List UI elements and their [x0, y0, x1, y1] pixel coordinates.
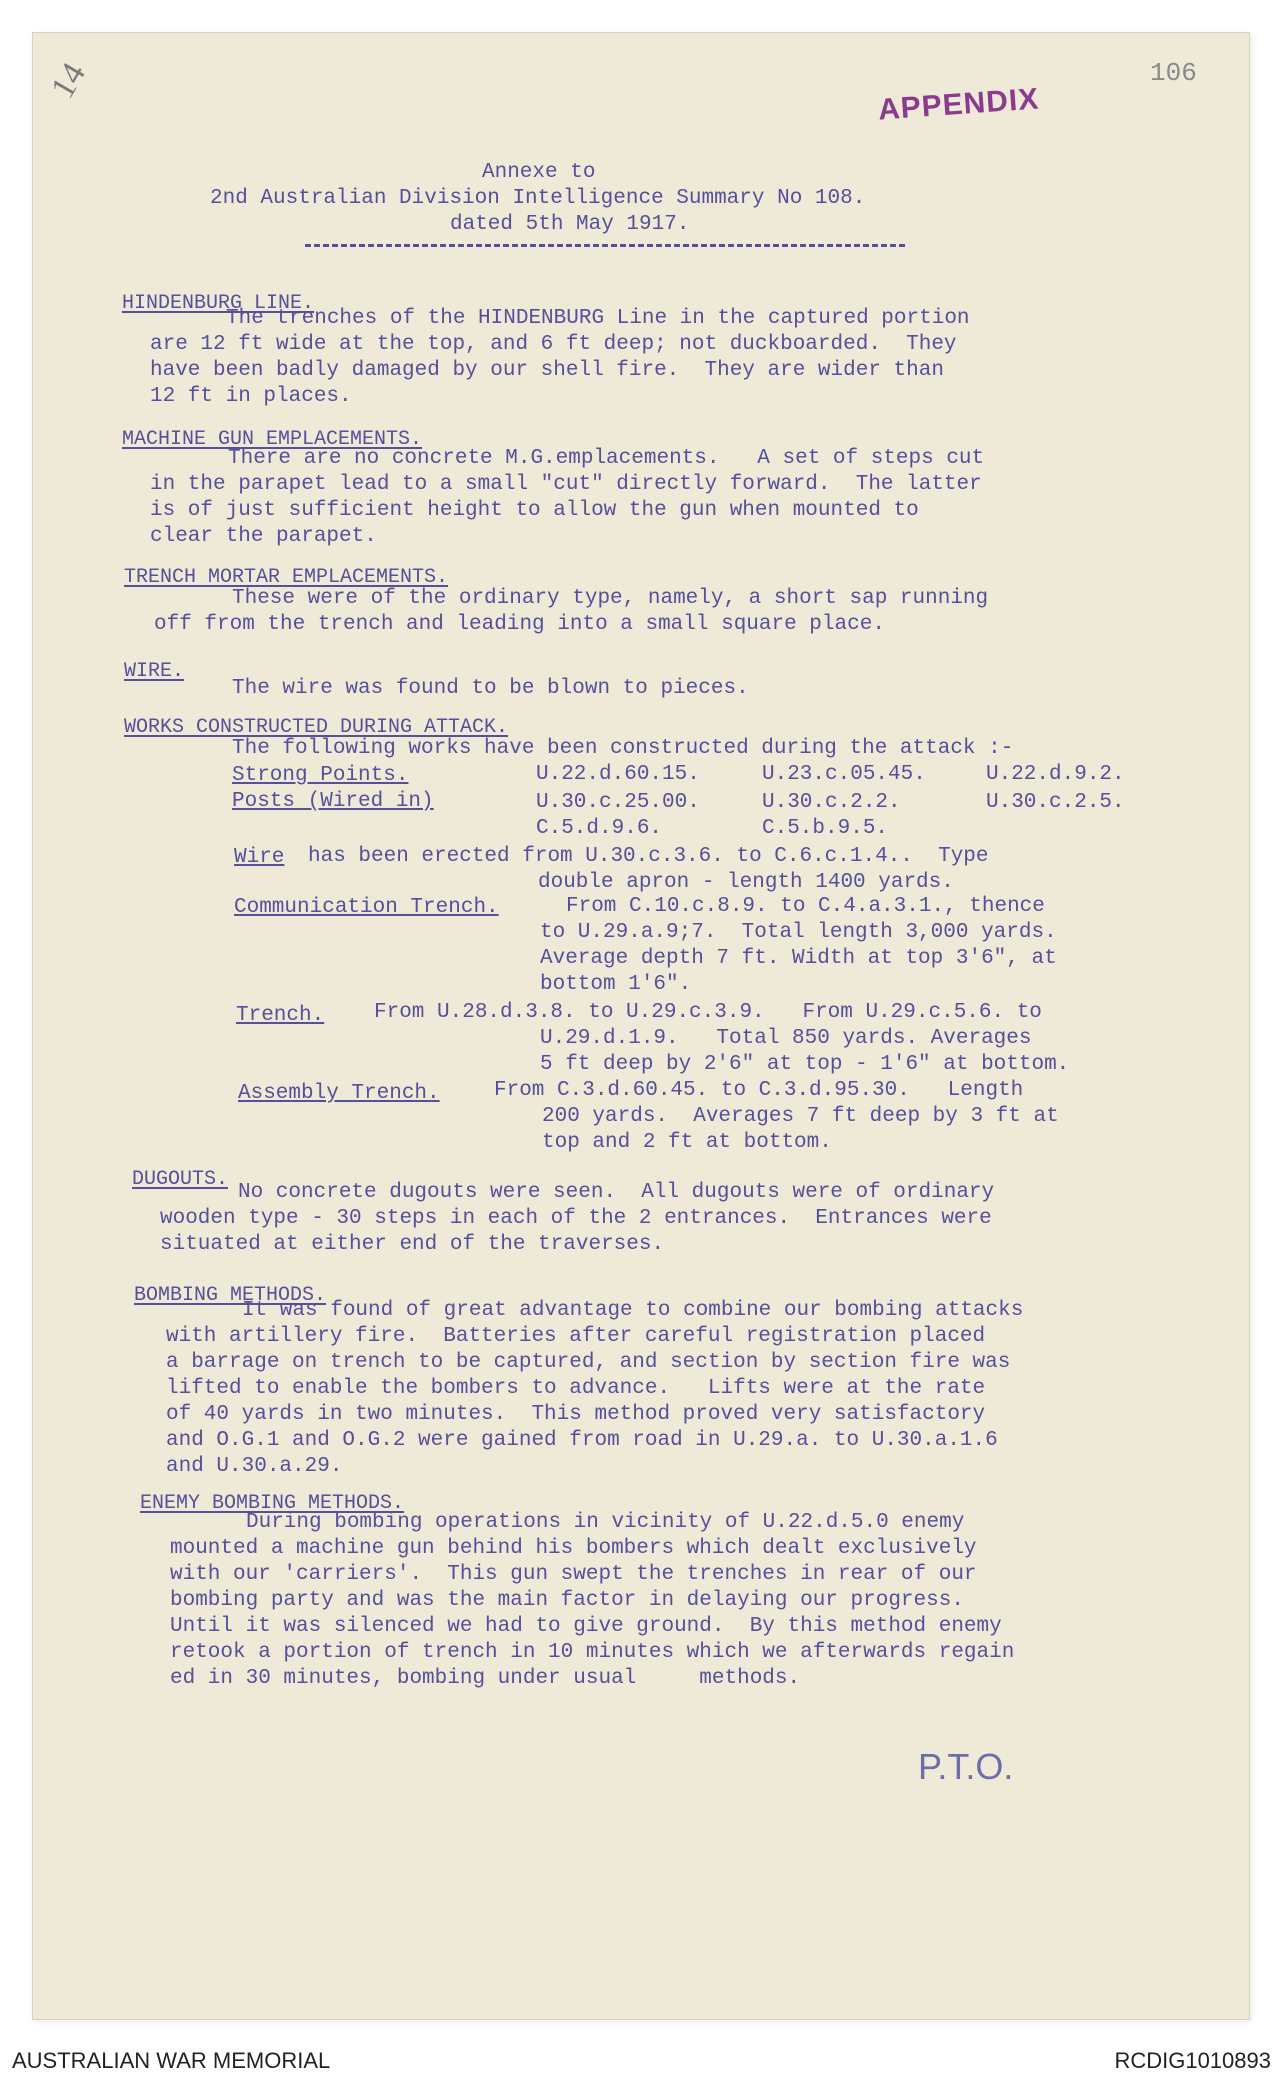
wire-text-2: double apron - length 1400 yards.: [538, 871, 954, 894]
heading-trench-mortar-emplacements: TRENCH MORTAR EMPLACEMENTS.: [124, 566, 449, 589]
post-ref-3: U.30.c.2.5.: [986, 791, 1125, 814]
enemy-line-5: Until it was silenced we had to give ground. By this method enemy: [170, 1615, 1002, 1638]
trench-text-1: From U.28.d.3.8. to U.29.c.3.9. From U.29.c.5.6. to: [374, 1001, 1042, 1024]
bombing-line-6: and O.G.1 and O.G.2 were gained from road in U.29.a. to U.30.a.1.6: [166, 1429, 998, 1452]
header-annexe: Annexe to: [482, 161, 596, 184]
mg-line-3: is of just sufficient height to allow the gun when mounted to: [150, 499, 919, 522]
works-intro: The following works have been constructed during the attack :-: [232, 737, 1014, 760]
heading-enemy-bombing-methods: ENEMY BOMBING METHODS.: [140, 1492, 405, 1515]
bombing-line-7: and U.30.a.29.: [166, 1455, 343, 1478]
post-ref-4: C.5.d.9.6.: [536, 817, 663, 840]
comm-text-4: bottom 1'6".: [540, 973, 692, 996]
assembly-text-3: top and 2 ft at bottom.: [542, 1131, 832, 1154]
wire-line-1: The wire was found to be blown to pieces.: [232, 677, 749, 700]
bombing-line-1: It was found of great advantage to combine our bombing attacks: [242, 1299, 1024, 1322]
comm-text-3: Average depth 7 ft. Width at top 3'6", at: [540, 947, 1057, 970]
heading-hindenburg-line: HINDENBURG LINE.: [122, 292, 315, 315]
hindenburg-line-3: have been badly damaged by our shell fire. They are wider than: [150, 359, 944, 382]
strong-point-ref-3: U.22.d.9.2.: [986, 763, 1125, 786]
dugouts-line-3: situated at either end of the traverses.: [160, 1233, 665, 1256]
trench-label: Trench.: [236, 1004, 325, 1027]
strong-point-ref-2: U.23.c.05.45.: [762, 763, 926, 786]
enemy-line-3: with our 'carriers'. This gun swept the trenches in rear of our: [170, 1563, 977, 1586]
appendix-stamp: APPENDIX: [877, 82, 1041, 127]
mg-line-2: in the parapet lead to a small "cut" directly forward. The latter: [150, 473, 982, 496]
enemy-line-7: ed in 30 minutes, bombing under usual methods.: [170, 1667, 801, 1690]
mg-line-4: clear the parapet.: [150, 525, 377, 548]
hindenburg-line-4: 12 ft in places.: [150, 385, 352, 408]
heading-dugouts: DUGOUTS.: [132, 1168, 229, 1191]
header-title: 2nd Australian Division Intelligence Summary No 108.: [210, 187, 866, 210]
trench-text-2: U.29.d.1.9. Total 850 yards. Averages: [540, 1027, 1032, 1050]
posts-label: Posts (Wired in): [232, 790, 434, 813]
hindenburg-line-1: The trenches of the HINDENBURG Line in the captured portion: [226, 307, 970, 330]
assembly-text-1: From C.3.d.60.45. to C.3.d.95.30. Length: [494, 1079, 1024, 1102]
handwritten-page-number: 106: [1150, 58, 1197, 88]
enemy-line-4: bombing party and was the main factor in delaying our progress.: [170, 1589, 964, 1612]
footer-source: AUSTRALIAN WAR MEMORIAL: [12, 2048, 331, 2073]
heading-machine-gun-emplacements: MACHINE GUN EMPLACEMENTS.: [122, 428, 423, 451]
trench-text-3: 5 ft deep by 2'6" at top - 1'6" at bottom.: [540, 1053, 1070, 1076]
post-ref-5: C.5.b.9.5.: [762, 817, 889, 840]
tm-line-1: These were of the ordinary type, namely, a short sap running: [232, 587, 989, 610]
assembly-trench-label: Assembly Trench.: [238, 1082, 440, 1105]
heading-wire: WIRE.: [124, 660, 185, 683]
bombing-line-2: with artillery fire. Batteries after careful registration placed: [166, 1325, 986, 1348]
comm-text-1: From C.10.c.8.9. to C.4.a.3.1., thence: [566, 895, 1045, 918]
wire-label: Wire: [234, 846, 285, 869]
dugouts-line-2: wooden type - 30 steps in each of the 2 entrances. Entrances were: [160, 1207, 992, 1230]
heading-works-constructed: WORKS CONSTRUCTED DURING ATTACK.: [124, 716, 509, 739]
bombing-line-5: of 40 yards in two minutes. This method proved very satisfactory: [166, 1403, 986, 1426]
mg-line-1: There are no concrete M.G.emplacements. A set of steps cut: [228, 447, 985, 470]
enemy-line-2: mounted a machine gun behind his bombers which dealt exclusively: [170, 1537, 977, 1560]
strong-point-ref-1: U.22.d.60.15.: [536, 763, 700, 786]
post-ref-1: U.30.c.25.00.: [536, 791, 700, 814]
strong-points-label: Strong Points.: [232, 764, 409, 787]
dugouts-line-1: No concrete dugouts were seen. All dugouts were of ordinary: [238, 1181, 995, 1204]
communication-trench-label: Communication Trench.: [234, 896, 499, 919]
comm-text-2: to U.29.a.9;7. Total length 3,000 yards.: [540, 921, 1057, 944]
footer-catalogue-id: RCDIG1010893: [1114, 2048, 1271, 2073]
enemy-line-6: retook a portion of trench in 10 minutes which we afterwards regain: [170, 1641, 1015, 1664]
tm-line-2: off from the trench and leading into a small square place.: [154, 613, 885, 636]
assembly-text-2: 200 yards. Averages 7 ft deep by 3 ft at: [542, 1105, 1059, 1128]
handwritten-corner-number: 14: [44, 56, 94, 105]
enemy-line-1: During bombing operations in vicinity of U.22.d.5.0 enemy: [246, 1511, 965, 1534]
header-date: dated 5th May 1917.: [450, 213, 690, 236]
hindenburg-line-2: are 12 ft wide at the top, and 6 ft deep; not duckboarded. They: [150, 333, 957, 356]
pto-handwritten-note: P.T.O.: [918, 1746, 1014, 1787]
wire-text-1: has been erected from U.30.c.3.6. to C.6.c.1.4.. Type: [308, 845, 989, 868]
post-ref-2: U.30.c.2.2.: [762, 791, 901, 814]
bombing-line-4: lifted to enable the bombers to advance. Lifts were at the rate: [166, 1377, 986, 1400]
bombing-line-3: a barrage on trench to be captured, and section by section fire was: [166, 1351, 1011, 1374]
heading-bombing-methods: BOMBING METHODS.: [134, 1284, 327, 1307]
header-divider: [305, 244, 905, 247]
bleed-through-text: ⠀: [1060, 249, 1126, 272]
